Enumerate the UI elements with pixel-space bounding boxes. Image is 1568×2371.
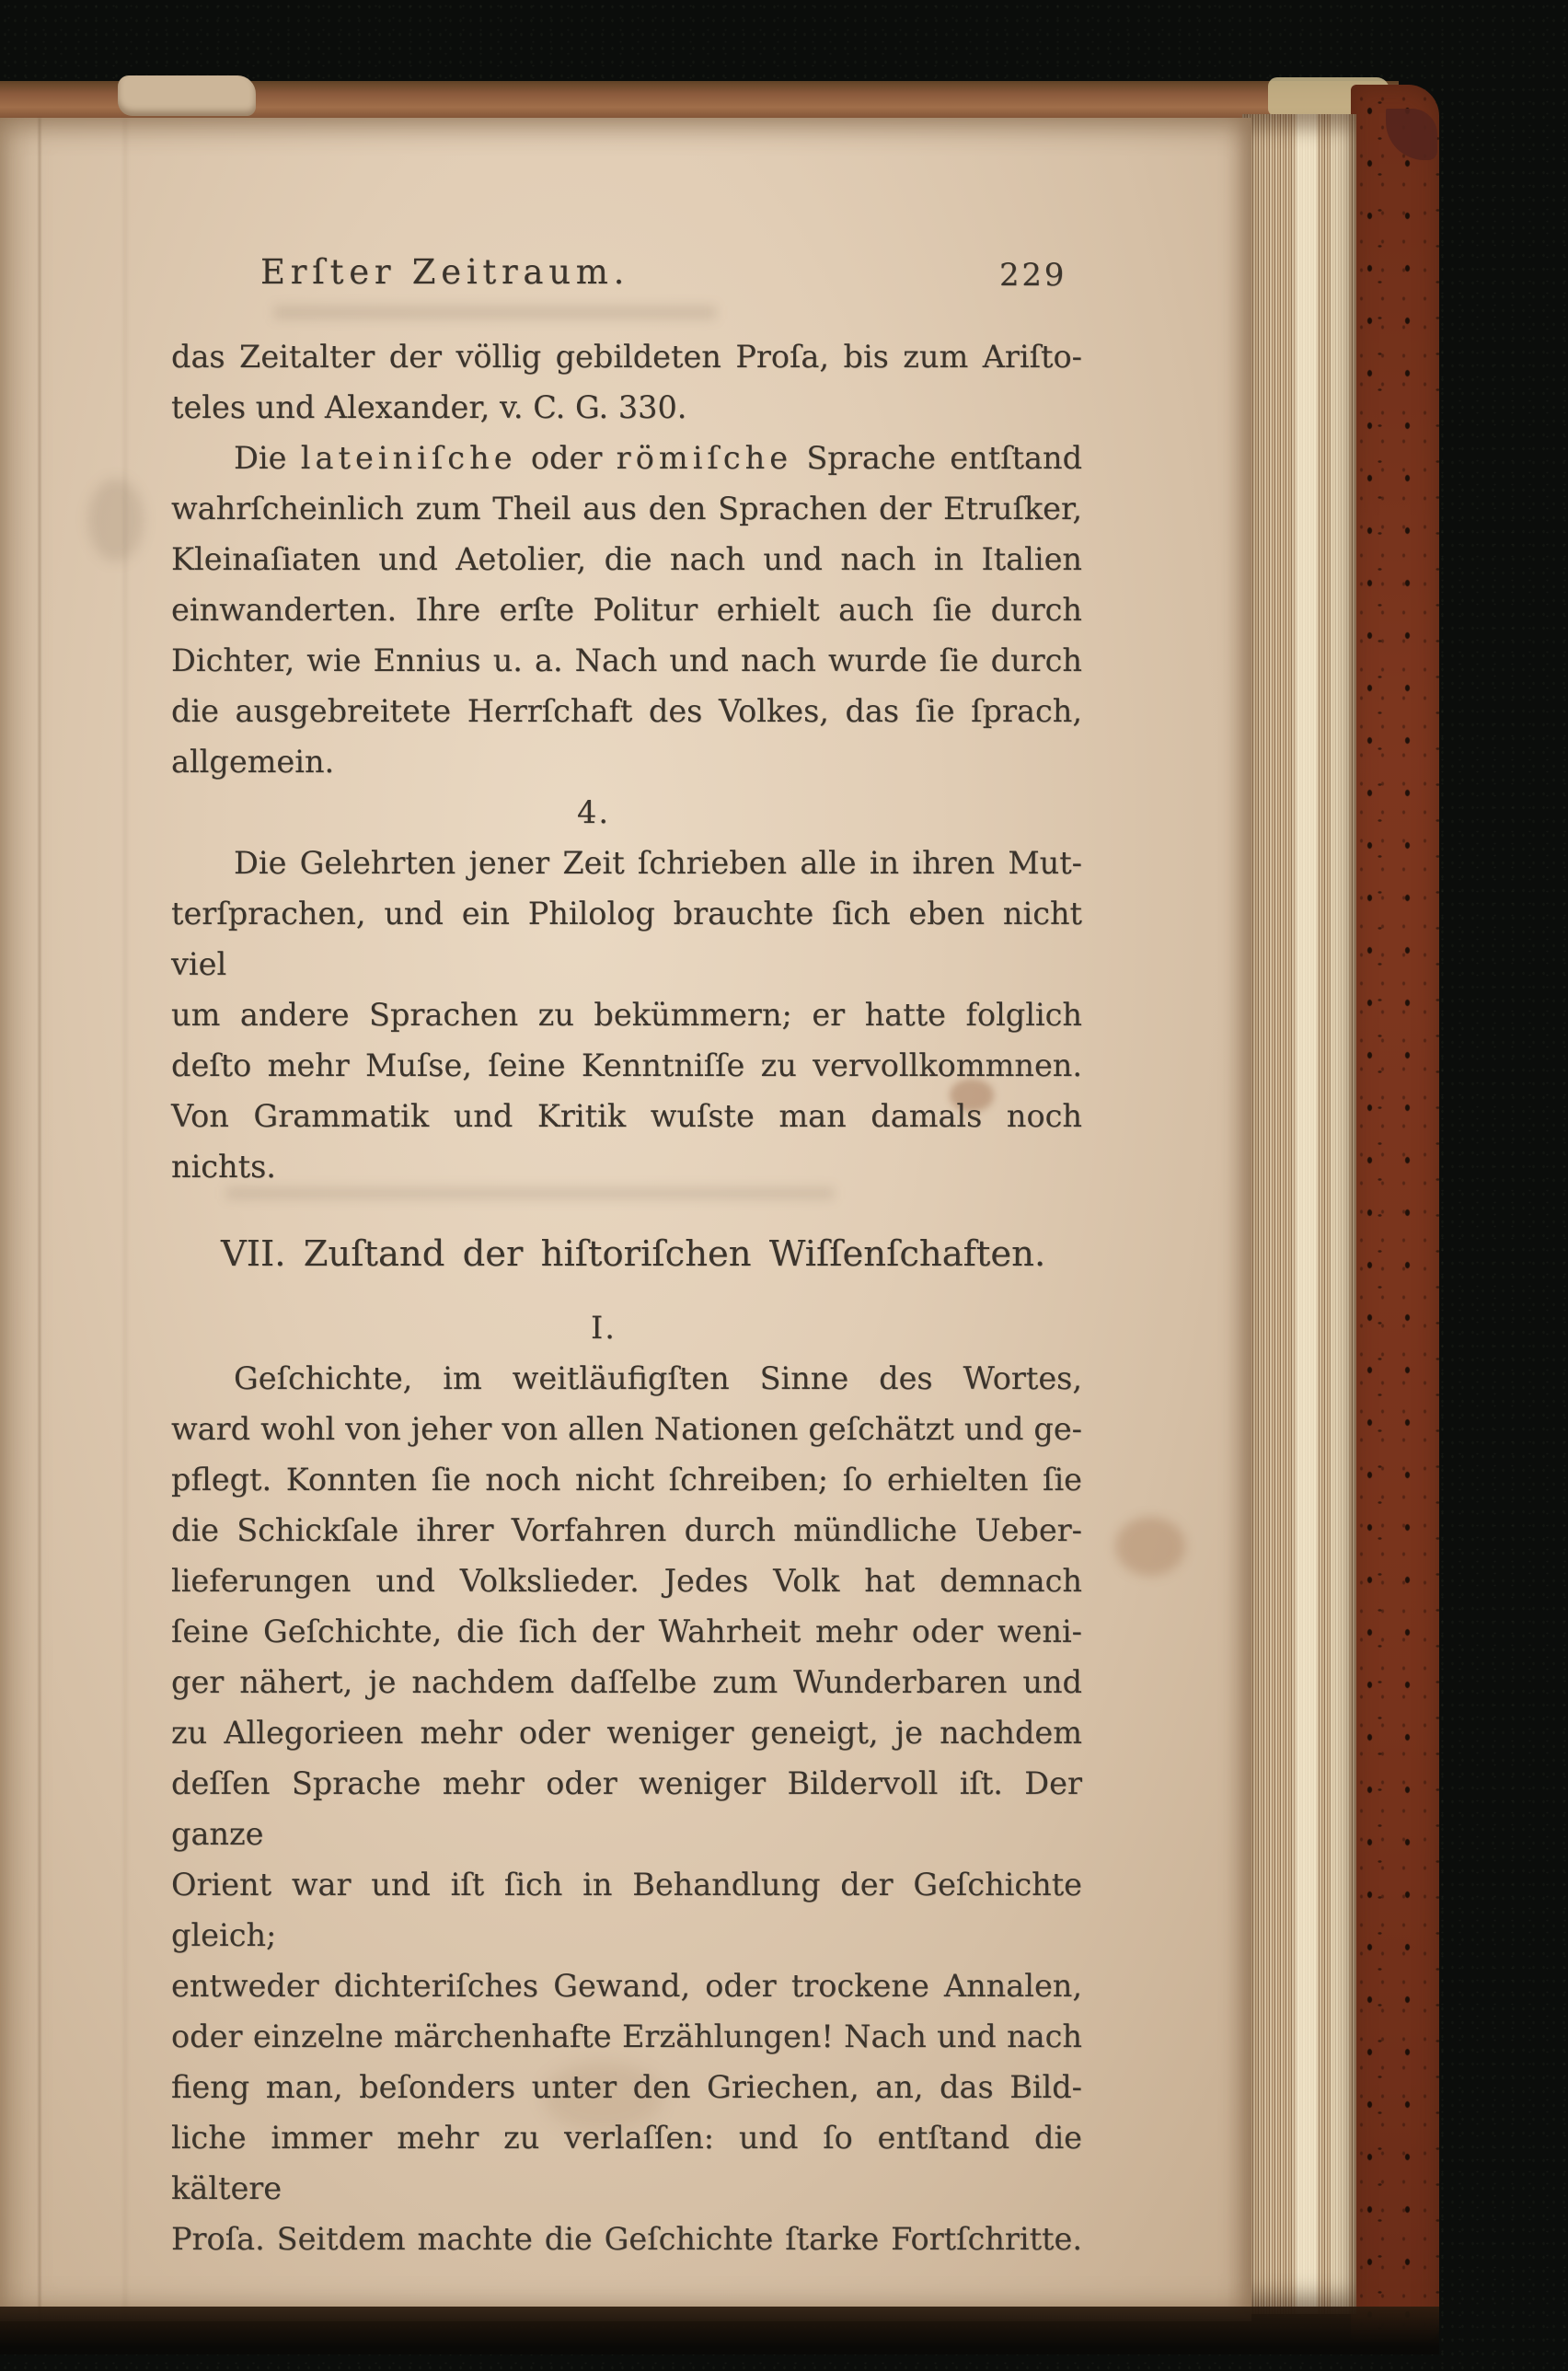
ink-showthrough [274,306,716,319]
text-line: Die Gelehrten jener Zeit ſchrieben alle in ihren Mut- [234,845,1082,881]
text-line: wahrſcheinlich zum Theil aus den Sprachen der Etruſker, [171,491,1082,526]
page-number: 229 [999,257,1067,294]
text-line: das Zeitalter der völlig gebildeten Proſa, bis zum Ariſto- [171,339,1082,375]
fore-edge-page-stack [1242,114,1356,2314]
text-run: Die [234,440,301,476]
text-line: fieng man, beſonders unter den Griechen, an, das Bild- [171,2069,1082,2105]
text-line: teles und Alexander, v. C. G. 330. [171,389,687,425]
text-line: Kleinaſiaten und Aetolier, die nach und nach in Italien [171,541,1082,577]
text-line: Proſa. Seitdem machte die Geſchichte ſtarke Fortſchritte. [171,2221,1082,2257]
gutter-crease-soft [124,118,126,2321]
text-line: deſto mehr Muſse, ſeine Kenntniſſe zu vervollkommnen. [171,1047,1082,1083]
text-line: Von Grammatik und Kritik wuſste man damals noch nichts. [171,1098,1082,1185]
text-line: die ausgebreitete Herrſchaft des Volkes, das ſie ſprach, [171,693,1082,729]
text-line [171,433,1082,483]
text-line: liche immer mehr zu verlaſſen: und ſo entſtand die kältere [171,2120,1082,2206]
book-cover-right-edge [1351,85,1439,2342]
text-line: um andere Sprachen zu bekümmern; er hatte folglich [171,997,1082,1033]
torn-cover-damage [118,75,256,116]
text-line: ward wohl von jeher von allen Nationen geſchätzt und ge- [171,1411,1082,1447]
text-line: pflegt. Konnten ſie noch nicht ſchreiben; ſo erhielten ſie [171,1462,1082,1498]
text-line: lieferungen und Volkslieder. Jedes Volk hat demnach [171,1563,1082,1599]
text-line: allgemein. [171,744,335,780]
page-text-block [171,331,1082,2264]
text-line: einwanderten. Ihre erſte Politur erhielt auch ſie durch [171,592,1082,628]
text-line: Dichter, wie Ennius u. a. Nach und nach wurde ſie durch [171,642,1082,678]
text-line: deſſen Sprache mehr oder weniger Bildervoll iſt. Der ganze [171,1765,1082,1852]
section-number-4: 4. [577,794,610,830]
emphasized-word: lateiniſche [300,440,517,476]
text-line: zu Allegorieen mehr oder weniger geneigt, je nachdem [171,1715,1082,1751]
text-line: Orient war und iſt ſich in Behandlung der Geſchichte gleich; [171,1867,1082,1953]
text-line: terſprachen, und ein Philolog brauchte ſich eben nicht viel [171,896,1082,982]
text-line: oder einzelne märchenhafte Erzählungen! Nach und nach [171,2018,1082,2054]
text-run: oder [516,440,617,476]
text-line: ſeine Geſchichte, die ſich der Wahrheit mehr oder weni- [171,1613,1082,1649]
text-line: Geſchichte, im weitläufigſten Sinne des Wortes, [234,1360,1082,1396]
chapter-heading: VII. Zuſtand der hiſtoriſchen Wiſſenſchaften. [221,1233,1046,1275]
running-header: Erſter Zeitraum. [260,252,630,292]
paper-stain [88,479,144,561]
text-run: Sprache entſtand [792,440,1083,476]
section-number-1: I. [591,1310,617,1346]
book-bottom-shadow [0,2307,1439,2354]
text-line: entweder dichteriſches Gewand, oder trockene Annalen, [171,1968,1082,2004]
gutter-crease [39,118,40,2321]
text-line: ger nähert, je nachdem daſſelbe zum Wunderbaren und [171,1664,1082,1700]
paper-stain [1115,1517,1185,1576]
emphasized-word: römiſche [616,440,793,476]
text-line: die Schickſale ihrer Vorfahren durch mündliche Ueber- [171,1512,1082,1548]
